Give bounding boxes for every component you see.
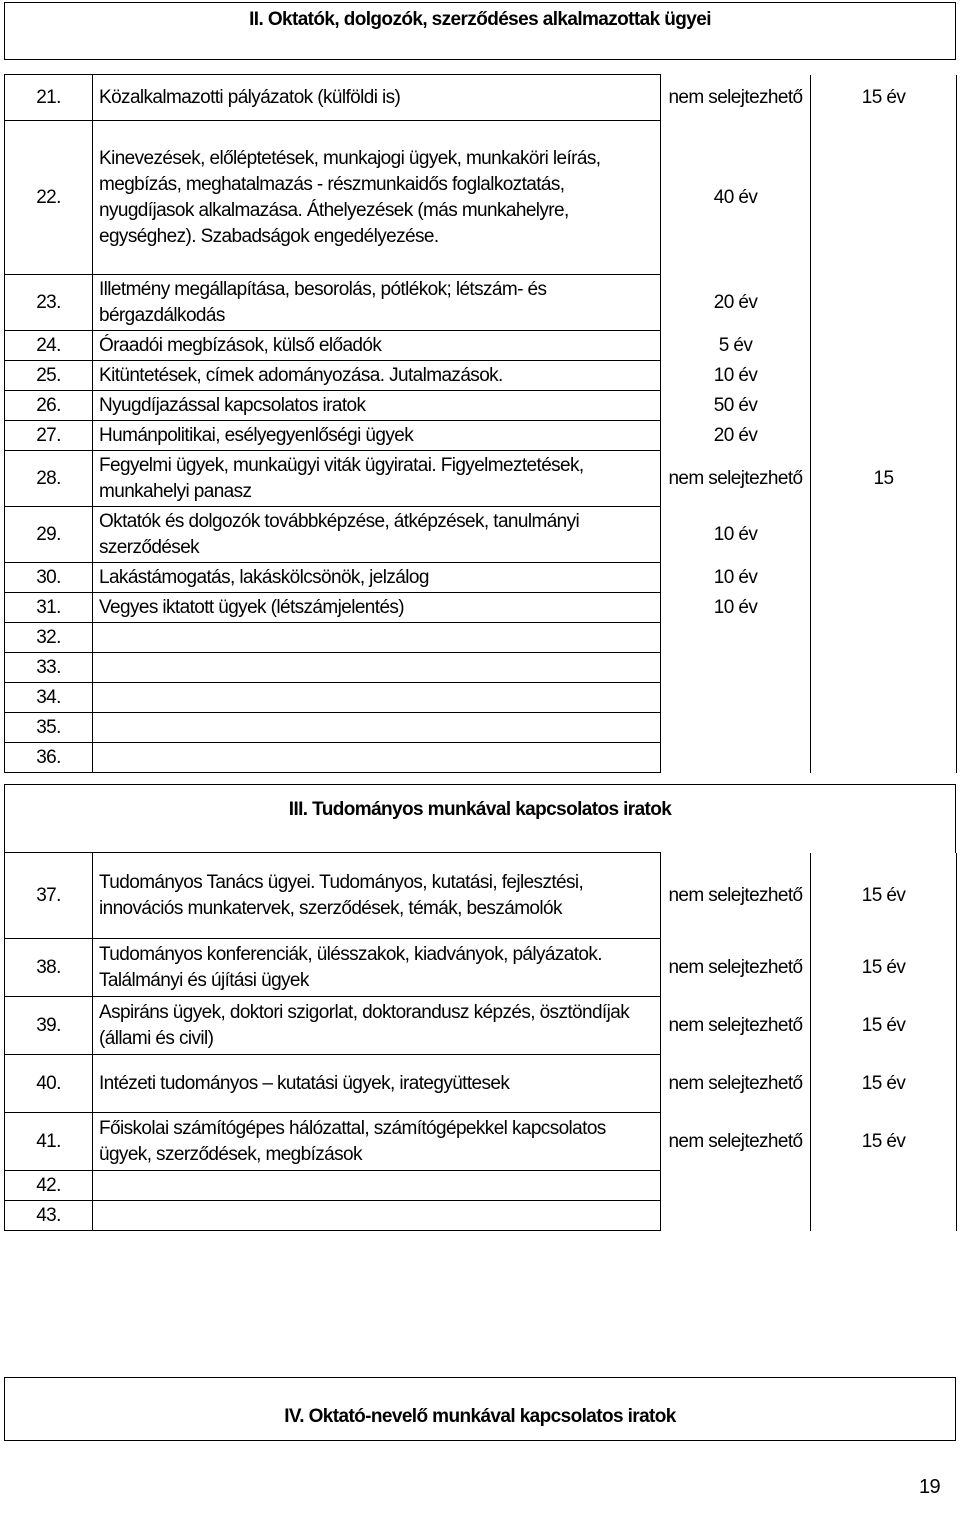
row-description (93, 653, 661, 683)
table-row (5, 1113, 957, 1171)
row-retention (811, 653, 957, 683)
row-number: 30. (5, 563, 93, 593)
table-row (5, 451, 957, 507)
row-number: 23. (5, 275, 93, 331)
row-number: 38. (5, 939, 93, 997)
row-description: Aspiráns ügyek, doktori szigorlat, doktorandusz képzés, ösztöndíjak (állami és civil) (93, 997, 661, 1055)
row-value (661, 1201, 811, 1231)
row-number: 31. (5, 593, 93, 623)
row-description: Tudományos Tanács ügyei. Tudományos, kutatási, fejlesztési, innovációs munkatervek, szerződések, témák, beszámolók (93, 853, 661, 939)
table-row (5, 623, 957, 653)
row-description: Nyugdíjazással kapcsolatos iratok (93, 391, 661, 421)
row-description (93, 1171, 661, 1201)
row-description: Vegyes iktatott ügyek (létszámjelentés) (93, 593, 661, 623)
row-retention (811, 121, 957, 275)
row-retention (811, 713, 957, 743)
row-value: nem selejtezhető (661, 1055, 811, 1113)
row-description (93, 623, 661, 653)
row-value: nem selejtezhető (661, 451, 811, 507)
table-row (5, 683, 957, 713)
row-retention: 15 év (811, 75, 957, 121)
row-value: 10 év (661, 593, 811, 623)
row-description (93, 743, 661, 773)
row-value (661, 743, 811, 773)
page-number: 19 (918, 1476, 940, 1498)
row-number: 37. (5, 853, 93, 939)
row-retention (811, 507, 957, 563)
row-number: 26. (5, 391, 93, 421)
section-3-table (4, 852, 957, 1231)
row-retention (811, 1171, 957, 1201)
table-row (5, 331, 957, 361)
row-number: 35. (5, 713, 93, 743)
table-row (5, 593, 957, 623)
row-description: Közalkalmazotti pályázatok (külföldi is) (93, 75, 661, 121)
row-description (93, 1201, 661, 1231)
table-row (5, 743, 957, 773)
row-description: Kinevezések, előléptetések, munkajogi ügyek, munkaköri leírás, megbízás, meghatalmazás - részmunkaidős foglalkoztatás, nyugdíjasok alkalmazása. Áthelyezések (más munkahelyre, egységhez). Szabadságok engedélyezése. (93, 121, 661, 275)
row-number: 24. (5, 331, 93, 361)
table-row (5, 121, 957, 275)
row-retention (811, 421, 957, 451)
table-row (5, 421, 957, 451)
row-value (661, 623, 811, 653)
table-row (5, 997, 957, 1055)
row-value (661, 1171, 811, 1201)
row-number: 43. (5, 1201, 93, 1231)
row-retention (811, 391, 957, 421)
row-description: Lakástámogatás, lakáskölcsönök, jelzálog (93, 563, 661, 593)
row-value: 5 év (661, 331, 811, 361)
row-value: nem selejtezhető (661, 75, 811, 121)
row-value: 50 év (661, 391, 811, 421)
row-retention (811, 361, 957, 391)
row-retention: 15 év (811, 1055, 957, 1113)
row-retention: 15 (811, 451, 957, 507)
row-number: 25. (5, 361, 93, 391)
row-retention (811, 593, 957, 623)
row-number: 40. (5, 1055, 93, 1113)
table-row (5, 275, 957, 331)
row-retention (811, 743, 957, 773)
row-value: 10 év (661, 361, 811, 391)
table-row (5, 1055, 957, 1113)
row-value (661, 713, 811, 743)
table-row (5, 939, 957, 997)
row-value: 10 év (661, 507, 811, 563)
section-4-title: IV. Oktató-nevelő munkával kapcsolatos iratok (4, 1377, 956, 1441)
table-row (5, 75, 957, 121)
row-value: nem selejtezhető (661, 997, 811, 1055)
row-description: Intézeti tudományos – kutatási ügyek, irategyüttesek (93, 1055, 661, 1113)
row-number: 32. (5, 623, 93, 653)
row-number: 27. (5, 421, 93, 451)
row-value: nem selejtezhető (661, 853, 811, 939)
row-number: 29. (5, 507, 93, 563)
row-number: 41. (5, 1113, 93, 1171)
table-row (5, 713, 957, 743)
row-description: Oktatók és dolgozók továbbképzése, átképzések, tanulmányi szerződések (93, 507, 661, 563)
table-row (5, 563, 957, 593)
row-value (661, 683, 811, 713)
row-retention (811, 563, 957, 593)
table-row (5, 853, 957, 939)
row-number: 22. (5, 121, 93, 275)
row-retention: 15 év (811, 939, 957, 997)
row-retention (811, 1201, 957, 1231)
table-row (5, 391, 957, 421)
row-description (93, 683, 661, 713)
row-retention (811, 683, 957, 713)
row-value: nem selejtezhető (661, 939, 811, 997)
row-description: Illetmény megállapítása, besorolás, pótlékok; létszám- és bérgazdálkodás (93, 275, 661, 331)
row-value: 20 év (661, 275, 811, 331)
row-number: 36. (5, 743, 93, 773)
section-2-title: II. Oktatók, dolgozók, szerződéses alkalmazottak ügyei (4, 2, 956, 60)
row-number: 42. (5, 1171, 93, 1201)
row-description: Fegyelmi ügyek, munkaügyi viták ügyiratai. Figyelmeztetések, munkahelyi panasz (93, 451, 661, 507)
row-description: Humánpolitikai, esélyegyenlőségi ügyek (93, 421, 661, 451)
row-value (661, 653, 811, 683)
row-number: 28. (5, 451, 93, 507)
row-number: 21. (5, 75, 93, 121)
row-retention: 15 év (811, 853, 957, 939)
row-retention: 15 év (811, 997, 957, 1055)
row-value: nem selejtezhető (661, 1113, 811, 1171)
table-row (5, 361, 957, 391)
table-row (5, 653, 957, 683)
row-retention: 15 év (811, 1113, 957, 1171)
row-retention (811, 623, 957, 653)
row-description: Óraadói megbízások, külső előadók (93, 331, 661, 361)
row-value: 40 év (661, 121, 811, 275)
table-row (5, 1201, 957, 1231)
section-3-title: III. Tudományos munkával kapcsolatos iratok (4, 784, 956, 853)
row-value: 20 év (661, 421, 811, 451)
row-number: 33. (5, 653, 93, 683)
row-value: 10 év (661, 563, 811, 593)
row-description: Főiskolai számítógépes hálózattal, számítógépekkel kapcsolatos ügyek, szerződések, megbízások (93, 1113, 661, 1171)
row-retention (811, 275, 957, 331)
row-description: Kitüntetések, címek adományozása. Jutalmazások. (93, 361, 661, 391)
table-row (5, 1171, 957, 1201)
row-number: 34. (5, 683, 93, 713)
row-description (93, 713, 661, 743)
section-2-table (4, 74, 957, 773)
row-number: 39. (5, 997, 93, 1055)
table-row (5, 507, 957, 563)
row-description: Tudományos konferenciák, ülésszakok, kiadványok, pályázatok. Találmányi és újítási ügyek (93, 939, 661, 997)
row-retention (811, 331, 957, 361)
